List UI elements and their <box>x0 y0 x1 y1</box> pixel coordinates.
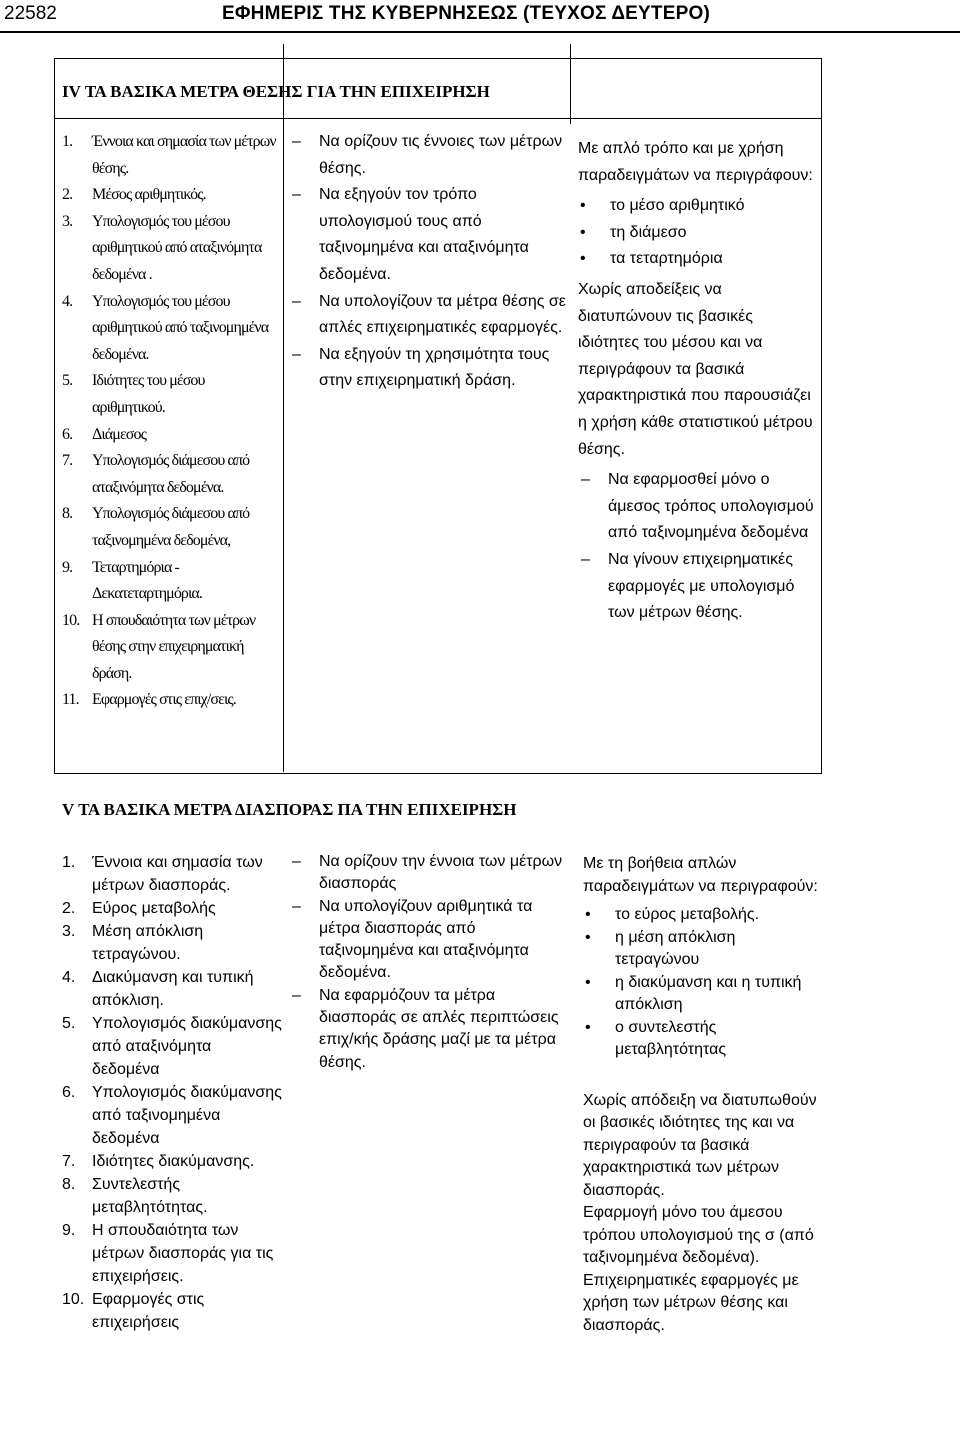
section4-topic-item <box>62 555 280 608</box>
section4-col-divider-1 <box>283 44 284 772</box>
section4-topic-text: Διάμεσος <box>92 425 147 443</box>
section5-topic-text: Εύρος μεταβολής <box>92 900 216 917</box>
section5-guidance-paragraph-1: Χωρίς απόδειξη να διατυπωθούν οι βασικές ιδιότητες της και να περιγραφούν τα βασικά χαρακτηριστικά των μέτρων διασποράς. <box>583 1091 817 1199</box>
section4-topic-item <box>62 182 280 209</box>
section5-topic-item <box>62 897 282 920</box>
section4-topic-item <box>62 501 280 554</box>
section4-topic-item <box>62 422 280 449</box>
section5-topic-item <box>62 1012 282 1081</box>
section5-guidance-paragraph-2: Εφαρμογή μόνο του άμεσου τρόπου υπολογισμού της σ (από ταξινομημένα δεδομένα). Επιχειρηματικές εφαρμογές με χρήση των μέτρων θέσης και διασποράς. <box>583 1204 814 1334</box>
section5-topic-text: Έννοια και σημασία των μέτρων διασποράς. <box>92 854 263 894</box>
section4-topic-item <box>62 289 280 369</box>
section4-topic-text: Ιδιότητες του μέσου αριθμητικού. <box>92 372 205 416</box>
section5-objective: – Να εφαρμόζουν τα μέτρα διασποράς σε απλές περιπτώσεις επιχ/κής δράσης μαζί με τα μέτρα θέσης. <box>289 985 567 1074</box>
section5-topic-text: Υπολογισμός διακύμανσης από ταξινομημένα δεδομένα <box>92 1084 282 1147</box>
section5-title: V ΤΑ ΒΑΣΙΚΑ ΜΕΤΡΑ ΔΙΑΣΠΟΡΑΣ ΠΑ ΤΗΝ ΕΠΙΧΕΙΡΗΣΗ <box>62 800 517 819</box>
section4-topic-number: 6. <box>62 425 73 443</box>
section4-topic-number: 11. <box>62 691 79 709</box>
section4-topic-item <box>62 448 280 501</box>
section5-objective: – Να υπολογίζουν αριθμητικά τα μέτρα διασποράς από ταξινομημένα και αταξινόμητα δεδομένα. <box>289 896 567 985</box>
section5-topic-item <box>62 1288 282 1334</box>
section4-objective: – Να ορίζουν τις έννοιες των μέτρων θέσης. <box>289 129 567 182</box>
section4-topic-text: Τεταρτημόρια - Δεκατεταρτημόρια. <box>92 558 203 603</box>
section5-topic-item <box>62 1150 282 1173</box>
section5-guidance-bullet: • ο συντελεστής μεταβλητότητας <box>583 1017 819 1062</box>
section5-topic-item <box>62 1173 282 1219</box>
section5-topic-number: 2. <box>62 900 76 917</box>
gazette-title: ΕΦΗΜΕΡΙΣ ΤΗΣ ΚΥΒΕΡΝΗΣΕΩΣ (ΤΕΥΧΟΣ ΔΕΥΤΕΡΟ) <box>222 3 710 24</box>
section4-topics <box>62 129 280 714</box>
section4-topic-number: 10. <box>62 611 80 629</box>
section5-topic-item <box>62 966 282 1012</box>
section5-topic-text: Διακύμανση και τυπική απόκλιση. <box>92 969 254 1009</box>
section5-topic-number: 8. <box>62 1176 76 1193</box>
section5-topic-text: Ιδιότητες διακύμανσης. <box>92 1153 255 1170</box>
section5-objective: – Να ορίζουν την έννοια των μέτρων διασποράς <box>289 851 567 896</box>
section5-topic-number: 7. <box>62 1153 76 1170</box>
section4-topic-number: 5. <box>62 372 73 390</box>
section5-topic-number: 6. <box>62 1084 76 1101</box>
section4-topic-text: Εφαρμογές στις επιχ/σεις. <box>92 691 236 709</box>
section4-guidance-bullet: • τα τεταρτημόρια <box>578 246 818 273</box>
section4-topic-number: 1. <box>62 133 73 150</box>
section5-objectives <box>289 851 567 1074</box>
section4-topic-text: Υπολογισμός διάμεσου από ταξινομημένα δεδομένα, <box>92 505 250 549</box>
section5-topic-item <box>62 920 282 966</box>
section5-topic-item <box>62 1219 282 1288</box>
page-number: 22582 <box>4 3 57 24</box>
section4-objective: – Να εξηγούν τον τρόπο υπολογισμού τους από ταξινομημένα και αταξινόμητα δεδομένα. <box>289 182 567 288</box>
section5-topic-number: 9. <box>62 1222 76 1239</box>
header-rule <box>0 31 960 33</box>
section5-guidance-intro: Με τη βοήθεια απλών παραδειγμάτων να περιγραφούν: <box>583 855 818 895</box>
section4-guidance-dash: – Να γίνουν επιχειρηματικές εφαρμογές με υπολογισμό των μέτρων θέσης. <box>578 547 818 627</box>
section5-guidance-bullet: • το εύρος μεταβολής. <box>583 904 819 927</box>
section4-topic-text: Υπολογισμός του μέσου αριθμητικού από αταξινόμητα δεδομένα . <box>92 212 262 283</box>
page-header <box>0 0 960 30</box>
section4-objective: – Να εξηγούν τη χρησιμότητα τους στην επιχειρηματική δράση. <box>289 342 567 395</box>
section4-objective: – Να υπολογίζουν τα μέτρα θέσης σε απλές επιχειρηματικές εφαρμογές. <box>289 289 567 342</box>
section4-topic-number: 8. <box>62 505 73 523</box>
section5-topic-number: 10. <box>62 1291 85 1308</box>
section4-topic-number: 9. <box>62 558 73 576</box>
section4-topic-text: Υπολογισμός του μέσου αριθμητικού από ταξινομημένα δεδομένα. <box>92 292 269 363</box>
section4-topic-text: Έννοια και σημασία των μέτρων θέσης. <box>92 133 276 177</box>
section5-topic-text: Υπολογισμός διακύμανσης από αταξινόμητα δεδομένα <box>92 1015 282 1078</box>
section4-topic-item <box>62 368 280 421</box>
section4-guidance-dash: – Να εφαρμοσθεί μόνο ο άμεσος τρόπος υπολογισμού από ταξινομημένα δεδομένα <box>578 467 818 547</box>
section5-guidance <box>583 853 819 1337</box>
section4-guidance <box>578 136 818 627</box>
section5-topic-text: Συντελεστής μεταβλητότητας. <box>92 1176 208 1216</box>
section4-topic-text: Η σπουδαιότητα των μέτρων θέσης στην επιχειρηματική δράση. <box>92 611 256 682</box>
section5-topic-number: 3. <box>62 923 76 940</box>
section4-col-divider-2 <box>570 44 571 124</box>
section5-topics <box>62 851 282 1334</box>
section4-topic-item <box>62 129 280 182</box>
section5-topic-text: Εφαρμογές στις επιχειρήσεις <box>92 1291 205 1331</box>
section5-topic-number: 4. <box>62 969 76 986</box>
section4-guidance-bullet: • τη διάμεσο <box>578 220 818 247</box>
section5-guidance-bullet: • η διακύμανση και η τυπική απόκλιση <box>583 972 819 1017</box>
section4-guidance-intro: Με απλό τρόπο και με χρήση παραδειγμάτων να περιγράφουν: <box>578 140 813 184</box>
section4-title: IV ΤΑ ΒΑΣΙΚΑ ΜΕΤΡΑ ΘΕΣΗΣ ΓΙΑ ΤΗΝ ΕΠΙΧΕΙΡΗΣΗ <box>62 82 490 101</box>
section4-objectives <box>289 129 567 395</box>
section5-topic-number: 1. <box>62 854 76 871</box>
section4-topic-number: 7. <box>62 452 73 470</box>
section5-topic-item <box>62 1081 282 1150</box>
section4-guidance-bullet: • το μέσο αριθμητικό <box>578 193 818 220</box>
section4-topic-item <box>62 608 280 688</box>
section4-topic-text: Μέσος αριθμητικός. <box>92 186 206 204</box>
section4-topic-number: 2. <box>62 186 73 204</box>
section4-topic-number: 4. <box>62 292 73 310</box>
section5-topic-text: Μέση απόκλιση τετραγώνου. <box>92 923 204 963</box>
section5-topic-item <box>62 851 282 897</box>
section5-topic-number: 5. <box>62 1015 76 1032</box>
section5-guidance-bullet: • η μέση απόκλιση τετραγώνου <box>583 927 819 972</box>
section4-topic-item <box>62 209 280 289</box>
section4-guidance-paragraph: Χωρίς αποδείξεις να διατυπώνουν τις βασικές ιδιότητες του μέσου και να περιγράφουν τα βασικά χαρακτηριστικά που παρουσιάζει η χρήση κάθε στατιστικού μέτρου θέσης. <box>578 280 813 458</box>
section4-topic-number: 3. <box>62 212 73 230</box>
section4-topic-item <box>62 687 280 714</box>
section4-header-divider <box>54 118 822 119</box>
section4-topic-text: Υπολογισμός διάμεσου από αταξινόμητα δεδομένα. <box>92 452 250 496</box>
section5-topic-text: Η σπουδαιότητα των μέτρων διασποράς για τις επιχειρήσεις. <box>92 1222 274 1285</box>
